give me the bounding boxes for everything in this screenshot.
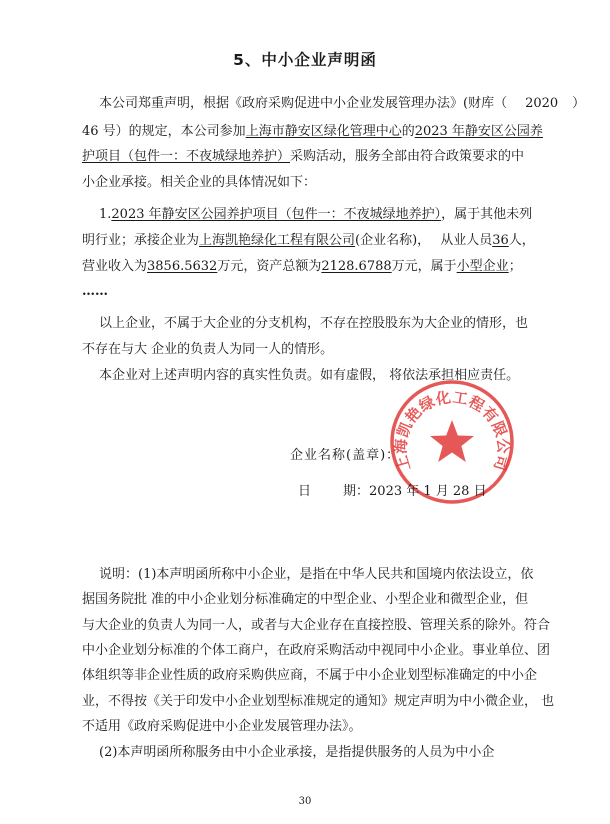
- para2-line3: 本企业对上述声明内容的真实性负责。如有虚假， 将依法承担相应责任。: [99, 368, 520, 383]
- text: ）: [572, 96, 586, 111]
- note-line5: 体组织等非企业性质的政府采购供应商，不属于中小企业划型标准确定的中小企: [82, 668, 538, 683]
- para2-line1: 以上企业，不属于大企业的分支机构，不存在控股股东为大企业的情形，也: [99, 316, 529, 331]
- revenue-value: 3856.5632: [147, 259, 218, 274]
- purchaser-name: 上海市静安区绿化管理中心: [245, 124, 402, 139]
- text: 的: [401, 124, 415, 139]
- employee-count: 36: [492, 233, 509, 248]
- enterprise-size: 小型企业: [456, 259, 509, 274]
- date-label: 日: [298, 484, 312, 499]
- text: 采购活动，服务全部由符合政策要求的中: [290, 149, 525, 164]
- date-value: 2023 年 1 月 28 日: [369, 484, 487, 499]
- note-line1: 说明：(1)本声明函所称中小企业，是指在中华人民共和国境内依法设立，依: [99, 567, 534, 582]
- text: 明行业；承接企业为: [82, 233, 200, 248]
- note-line7: 不适用《政府采购促进中小企业发展管理办法》。: [82, 719, 362, 734]
- para1-line4: 小企业承接。相关企业的具体情况如下：: [82, 175, 317, 190]
- para1-line3: [82, 149, 524, 165]
- assets-value: 2128.6788: [321, 259, 392, 274]
- page-number: 30: [298, 796, 312, 807]
- text: (企业名称)，: [355, 233, 431, 248]
- project-name-part2: 护项目（包件一：不夜城绿地养护）: [82, 149, 291, 164]
- year-value: 2020: [525, 96, 559, 111]
- item1-line3: [82, 259, 522, 275]
- company-name-label: 企业名称(盖章)：: [290, 448, 401, 463]
- text: 1.: [99, 207, 112, 222]
- para1-line2: [82, 124, 543, 140]
- text: 本公司郑重声明，根据《政府采购促进中小企业发展管理办法》(财库（: [99, 96, 508, 111]
- text: 人，: [508, 233, 535, 248]
- text: 万元，属于: [391, 259, 457, 274]
- text: 46 号）的规定，本公司参加: [82, 124, 246, 139]
- para2-line2: 不存在与大 企业的负责人为同一人的情形。: [82, 342, 334, 357]
- note-line8: (2)本声明函所称服务由中小企业承接，是指提供服务的人员为中小企: [99, 745, 495, 760]
- text: 营业收入为: [82, 259, 148, 274]
- text: 从业人员: [440, 233, 493, 248]
- note-line4: 中小企业划分标准的个体工商户，在政府采购活动中视同中小企业。事业单位、团: [82, 643, 551, 658]
- ellipsis: ……: [82, 284, 108, 299]
- item1-line1: [99, 207, 532, 223]
- para1-line1: [99, 96, 585, 112]
- item1-line2: [82, 233, 535, 249]
- svg-text:上海凯艳绿化工程有限公司: 上海凯艳绿化工程有限公司: [391, 388, 513, 474]
- page-title: 5、中小企业声明函: [233, 51, 377, 69]
- note-line3: 与大企业的负责人为同一人，或者与大企业存在直接控股、管理关系的除外。符合: [82, 618, 551, 633]
- date-label: 期：: [343, 484, 370, 499]
- item-project-name: 2023 年静安区公园养护项目（包件一：不夜城绿地养护）: [111, 207, 442, 222]
- note-line2: 据国务院批 准的中小企业划分标准确定的中型企业、小型企业和微型企业，但: [82, 592, 529, 607]
- note-line6: 业，不得按《关于印发中小企业划型标准规定的通知》规定声明为中小微企业， 也: [82, 694, 555, 709]
- text: 万元，资产总额为: [217, 259, 322, 274]
- contractor-name: 上海凯艳绿化工程有限公司: [199, 233, 356, 248]
- date-line: [298, 484, 487, 500]
- text: ，属于其他未列: [441, 207, 533, 222]
- text: ；: [508, 259, 522, 274]
- project-name-part1: 2023 年静安区公园养: [414, 124, 543, 139]
